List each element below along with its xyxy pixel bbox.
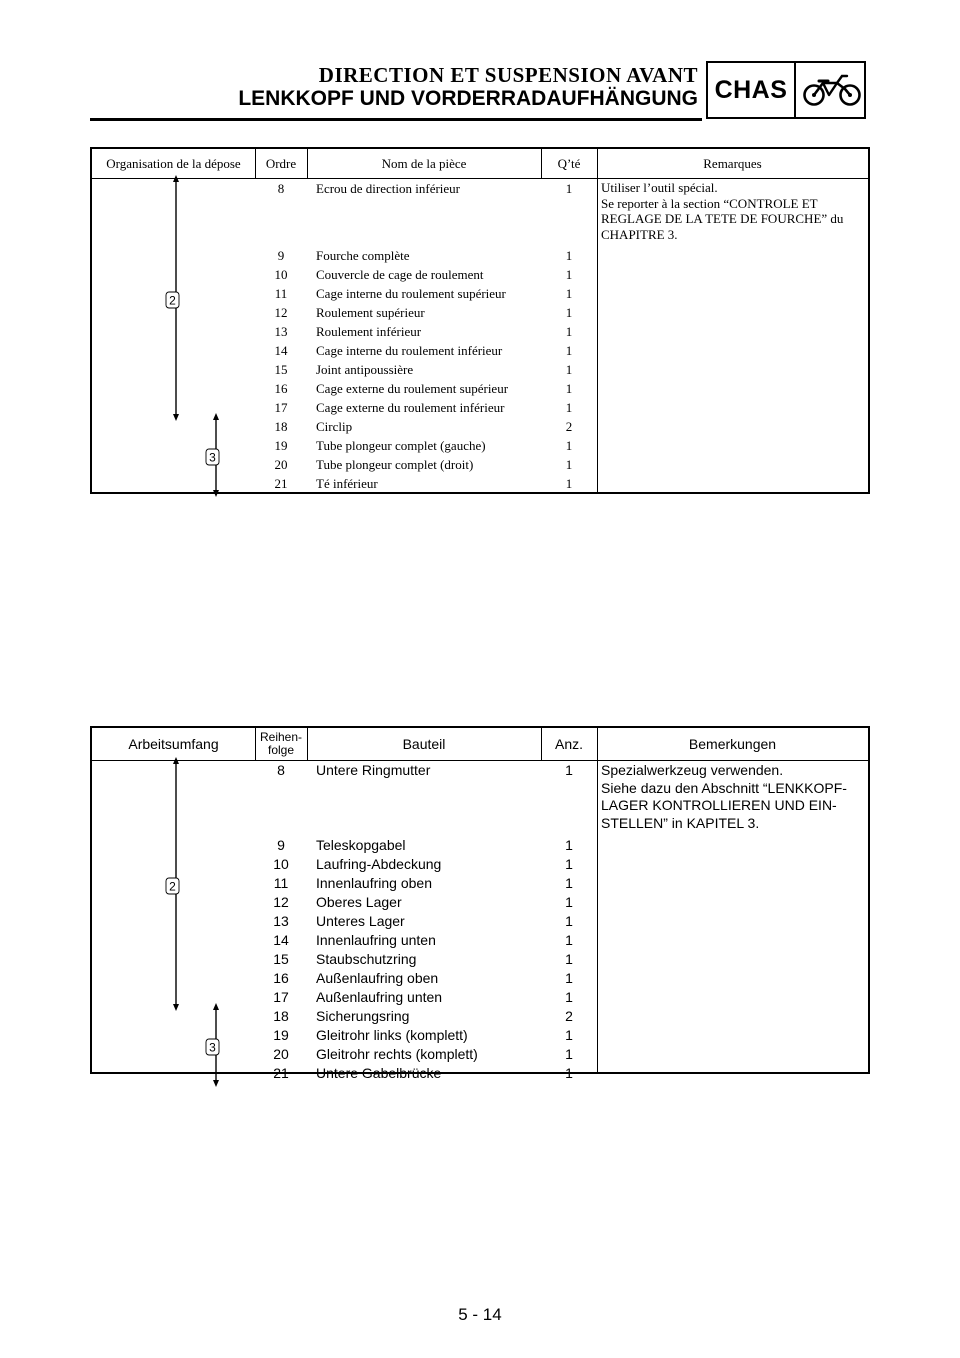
group-number: 3 <box>209 450 216 465</box>
row-part-name: Couvercle de cage de roulement <box>316 267 484 282</box>
row-order: 13 <box>273 913 289 929</box>
row-part-name: Oberes Lager <box>316 894 402 910</box>
row-part-name: Gleitrohr rechts (komplett) <box>316 1046 478 1062</box>
row-part-name: Innenlaufring oben <box>316 875 432 891</box>
section-badge-divider <box>794 63 796 117</box>
row-part-name: Circlip <box>316 419 353 434</box>
column-divider <box>307 728 308 760</box>
row-quantity: 1 <box>565 913 573 929</box>
row-part-name: Teleskopgabel <box>316 837 406 853</box>
group-number: 2 <box>169 293 176 308</box>
group-bracket-2 <box>166 757 179 1011</box>
row-part-name: Außenlaufring oben <box>316 970 439 986</box>
row-quantity: 2 <box>565 419 573 434</box>
row-order: 12 <box>273 894 289 910</box>
title-german: LENKKOPF UND VORDERRADAUFHÄNGUNG <box>238 87 698 110</box>
row-order: 10 <box>274 267 288 282</box>
row-part-name: Sicherungsring <box>316 1008 410 1024</box>
group-bracket-2 <box>166 175 179 421</box>
row-order: 11 <box>273 875 289 891</box>
row-quantity: 1 <box>565 837 573 853</box>
row-quantity: 1 <box>565 856 573 872</box>
row-order: 21 <box>273 1065 289 1081</box>
row-quantity: 1 <box>565 267 573 282</box>
header-sequence <box>255 728 307 760</box>
row-remarks: Spezialwerkzeug verwenden. Siehe dazu den Abschnitt “LENKKOPF-LAGER KONTROLLIEREN UND EIN-STELLEN” in KAPITEL 3. <box>601 762 847 831</box>
row-quantity: 1 <box>565 324 573 339</box>
header-sequence-text: Reihen- folge <box>259 730 303 757</box>
row-quantity: 1 <box>565 1065 573 1081</box>
removal-group-brackets <box>92 761 252 1081</box>
row-quantity: 1 <box>565 875 573 891</box>
header-remarks: Remarques <box>703 155 762 171</box>
arrow-up-icon <box>213 1003 219 1010</box>
row-order: 8 <box>277 762 285 778</box>
group-number: 2 <box>169 879 176 894</box>
row-order: 18 <box>273 1008 289 1024</box>
arrow-down-icon <box>213 490 219 497</box>
header-order: Ordre <box>265 155 297 171</box>
header-quantity: Q’té <box>557 155 581 171</box>
arrow-down-icon <box>173 414 179 421</box>
column-divider <box>255 149 256 178</box>
row-quantity: 1 <box>565 181 573 196</box>
table-header-row <box>92 728 868 761</box>
row-quantity: 1 <box>565 248 573 263</box>
row-part-name: Innenlaufring unten <box>316 932 436 948</box>
column-divider <box>541 728 542 760</box>
row-quantity: 2 <box>565 1008 573 1024</box>
row-part-name: Té inférieur <box>316 476 378 491</box>
row-order: 21 <box>274 476 288 491</box>
arrow-up-icon <box>213 413 219 420</box>
page-number: 5 - 14 <box>458 1305 502 1324</box>
row-quantity: 1 <box>565 343 573 358</box>
row-part-name: Außenlaufring unten <box>316 989 443 1005</box>
row-quantity: 1 <box>565 381 573 396</box>
row-order: 17 <box>274 400 288 415</box>
row-quantity: 1 <box>565 970 573 986</box>
row-order: 14 <box>273 932 289 948</box>
column-divider <box>255 728 256 760</box>
header-organisation: Organisation de la dépose <box>106 155 241 171</box>
row-part-name: Roulement inférieur <box>316 324 422 339</box>
header-component: Bauteil <box>402 736 446 752</box>
row-part-name: Gleitrohr links (komplett) <box>316 1027 468 1043</box>
row-remarks: Utiliser l’outil spécial. Se reporter à la section “CONTROLE ET REGLAGE DE LA TETE DE FOURCHE” du CHAPITRE 3. <box>601 180 844 242</box>
column-divider <box>307 149 308 178</box>
arrow-down-icon <box>173 1004 179 1011</box>
row-quantity: 1 <box>565 305 573 320</box>
row-part-name: Roulement supérieur <box>316 305 425 320</box>
row-order: 18 <box>274 419 288 434</box>
row-order: 20 <box>274 457 288 472</box>
row-part-name: Tube plongeur complet (gauche) <box>316 438 486 453</box>
row-order: 9 <box>277 837 285 853</box>
row-quantity: 1 <box>565 1046 573 1062</box>
row-quantity: 1 <box>565 932 573 948</box>
row-part-name: Unteres Lager <box>316 913 405 929</box>
row-quantity: 1 <box>565 951 573 967</box>
disassembly-table-french <box>90 147 870 494</box>
header-part-name: Nom de la pièce <box>381 155 467 171</box>
row-order: 14 <box>274 343 288 358</box>
row-order: 12 <box>274 305 288 320</box>
row-order: 8 <box>277 181 285 196</box>
row-quantity: 1 <box>565 438 573 453</box>
row-quantity: 1 <box>565 400 573 415</box>
header-count: Anz. <box>554 736 583 752</box>
row-part-name: Laufring-Abdeckung <box>316 856 442 872</box>
row-quantity: 1 <box>565 894 573 910</box>
title-underline <box>90 118 702 121</box>
row-order: 17 <box>273 989 289 1005</box>
row-order: 19 <box>274 438 288 453</box>
row-part-name: Untere Gabelbrücke <box>316 1065 442 1081</box>
group-bracket-3 <box>206 413 219 497</box>
removal-group-brackets <box>92 179 252 499</box>
page-header <box>90 60 870 120</box>
row-quantity: 1 <box>565 457 573 472</box>
row-quantity: 1 <box>565 1027 573 1043</box>
row-order: 15 <box>273 951 289 967</box>
column-divider <box>541 149 542 178</box>
group-bracket-3 <box>206 1003 219 1087</box>
row-quantity: 1 <box>565 762 573 778</box>
header-work-scope: Arbeitsumfang <box>128 736 219 752</box>
row-part-name: Cage interne du roulement supérieur <box>316 286 506 301</box>
row-part-name: Ecrou de direction inférieur <box>316 181 461 196</box>
row-quantity: 1 <box>565 476 573 491</box>
disassembly-table-german <box>90 726 870 1081</box>
table-header-row <box>92 149 868 179</box>
row-order: 13 <box>274 324 288 339</box>
row-part-name: Staubschutzring <box>316 951 417 967</box>
row-part-name: Cage interne du roulement inférieur <box>316 343 503 358</box>
row-order: 9 <box>277 248 285 263</box>
row-order: 10 <box>273 856 289 872</box>
row-part-name: Cage externe du roulement supérieur <box>316 381 509 396</box>
row-quantity: 1 <box>565 989 573 1005</box>
row-quantity: 1 <box>565 286 573 301</box>
row-part-name: Fourche complète <box>316 248 410 263</box>
row-quantity: 1 <box>565 362 573 377</box>
header-notes: Bemerkungen <box>688 736 777 752</box>
row-order: 16 <box>273 970 289 986</box>
row-part-name: Tube plongeur complet (droit) <box>316 457 474 472</box>
row-order: 11 <box>274 286 288 301</box>
arrow-down-icon <box>213 1080 219 1087</box>
title-french: DIRECTION ET SUSPENSION AVANT <box>318 63 698 87</box>
motorcycle-icon <box>801 73 863 109</box>
row-order: 16 <box>274 381 288 396</box>
row-part-name: Untere Ringmutter <box>316 762 431 778</box>
section-label: CHAS <box>714 76 788 104</box>
row-order: 19 <box>273 1027 289 1043</box>
row-part-name: Joint antipoussière <box>316 362 414 377</box>
row-part-name: Cage externe du roulement inférieur <box>316 400 505 415</box>
group-number: 3 <box>209 1040 216 1055</box>
row-order: 20 <box>273 1046 289 1062</box>
row-order: 15 <box>274 362 288 377</box>
section-badge <box>706 61 866 119</box>
